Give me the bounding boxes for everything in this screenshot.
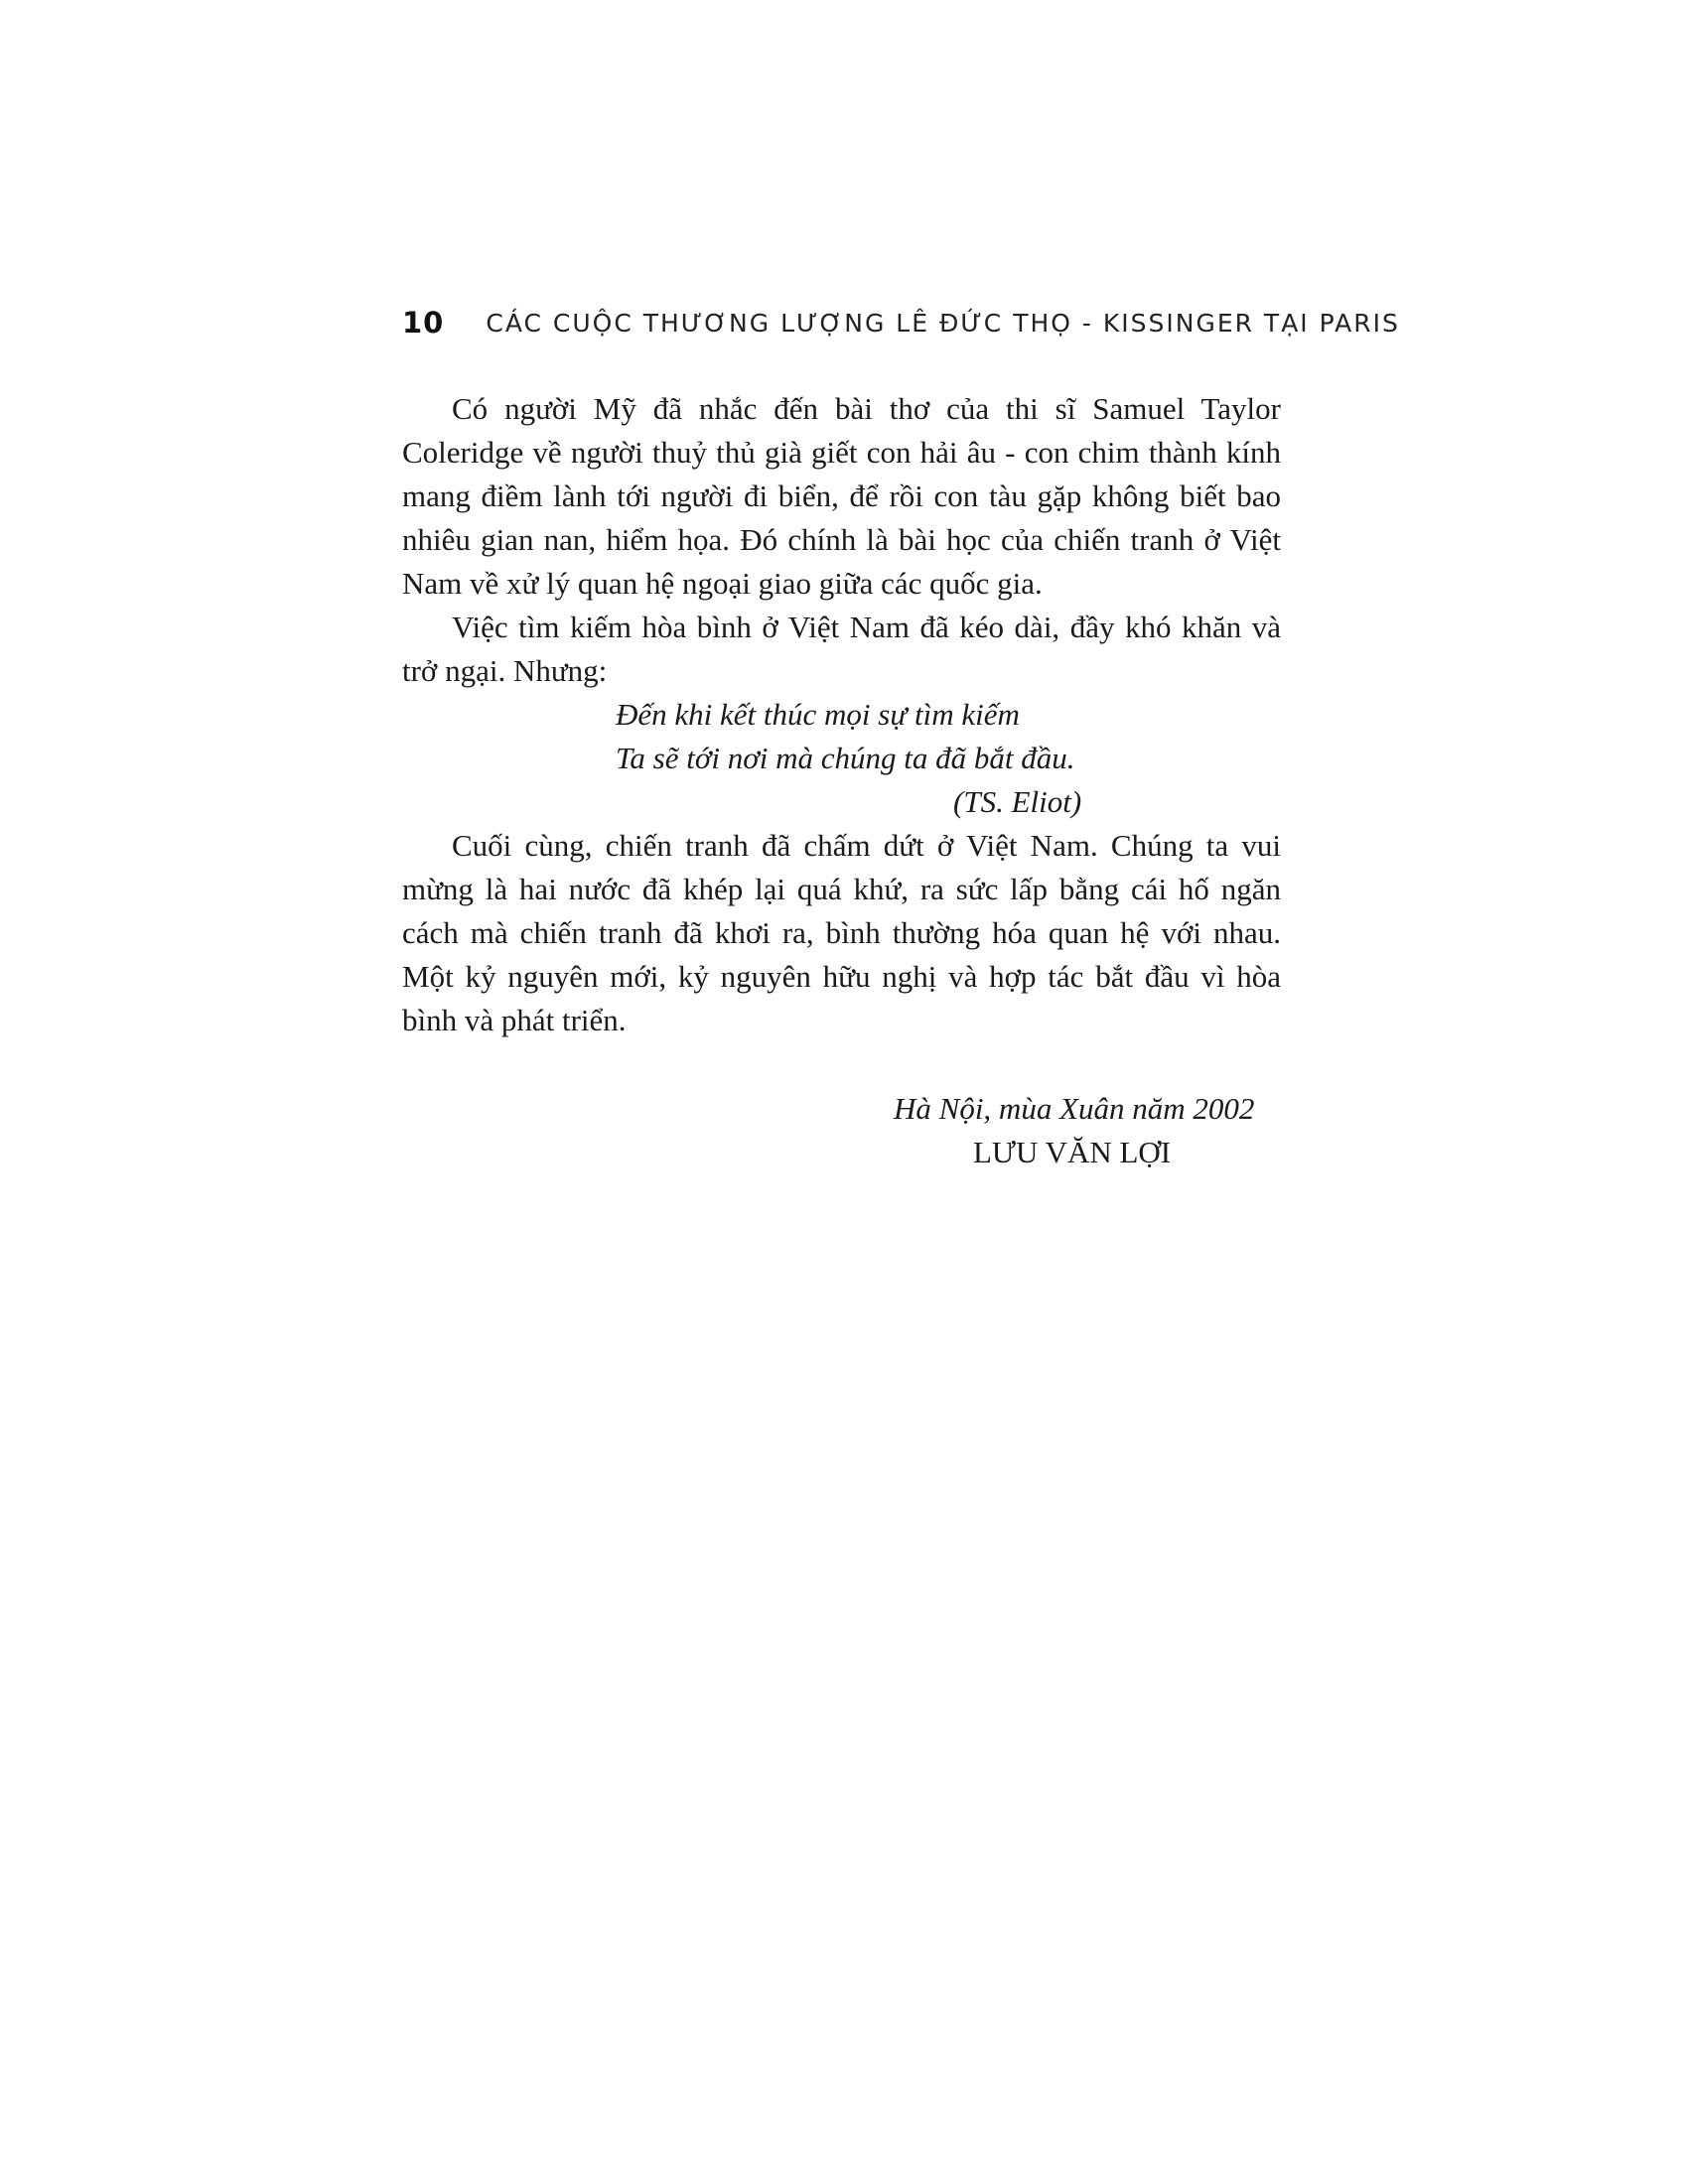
quote-line: Ta sẽ tới nơi mà chúng ta đã bắt đầu. — [616, 741, 1075, 775]
quote-source: (TS. Eliot) — [953, 784, 1082, 819]
paragraph-coleridge: Có người Mỹ đã nhắc đến bài thơ của thi sĩ Samuel Taylor Coleridge về người thuỷ thủ già giết con hải âu - con chim thành kính mang điềm lành tới người đi biển, để rồi con tàu gặp không biết bao nhiêu gian nan, hiểm họa. Đó chính là bài học của chiến tranh ở Việt Nam về xử lý quan hệ ngoại giao giữa các quốc gia. — [402, 391, 1281, 601]
paragraph-peace-search: Việc tìm kiếm hòa bình ở Việt Nam đã kéo dài, đầy khó khăn và trở ngại. Nhưng: — [402, 610, 1281, 688]
body-text — [402, 387, 1281, 1042]
paragraph-conclusion: Cuối cùng, chiến tranh đã chấm dứt ở Việt Nam. Chúng ta vui mừng là hai nước đã khép lại quá khứ, ra sức lấp bằng cái hố ngăn cách mà chiến tranh đã khơi ra, bình thường hóa quan hệ với nhau. Một kỷ nguyên mới, kỷ nguyên hữu nghị và hợp tác bắt đầu vì hòa bình và phát triển. — [402, 828, 1281, 1037]
quote-line: Đến khi kết thúc mọi sự tìm kiếm — [616, 697, 1020, 732]
signoff — [894, 1087, 1271, 1174]
running-header — [402, 298, 1400, 347]
eliot-quote — [402, 693, 1281, 824]
running-title: CÁC CUỘC THƯƠNG LƯỢNG LÊ ĐỨC THỌ - KISSINGER TẠI PARIS — [486, 308, 1400, 338]
page-number: 10 — [402, 306, 445, 340]
author-name: LƯU VĂN LỢI — [973, 1135, 1172, 1169]
place-date: Hà Nội, mùa Xuân năm 2002 — [894, 1091, 1255, 1126]
